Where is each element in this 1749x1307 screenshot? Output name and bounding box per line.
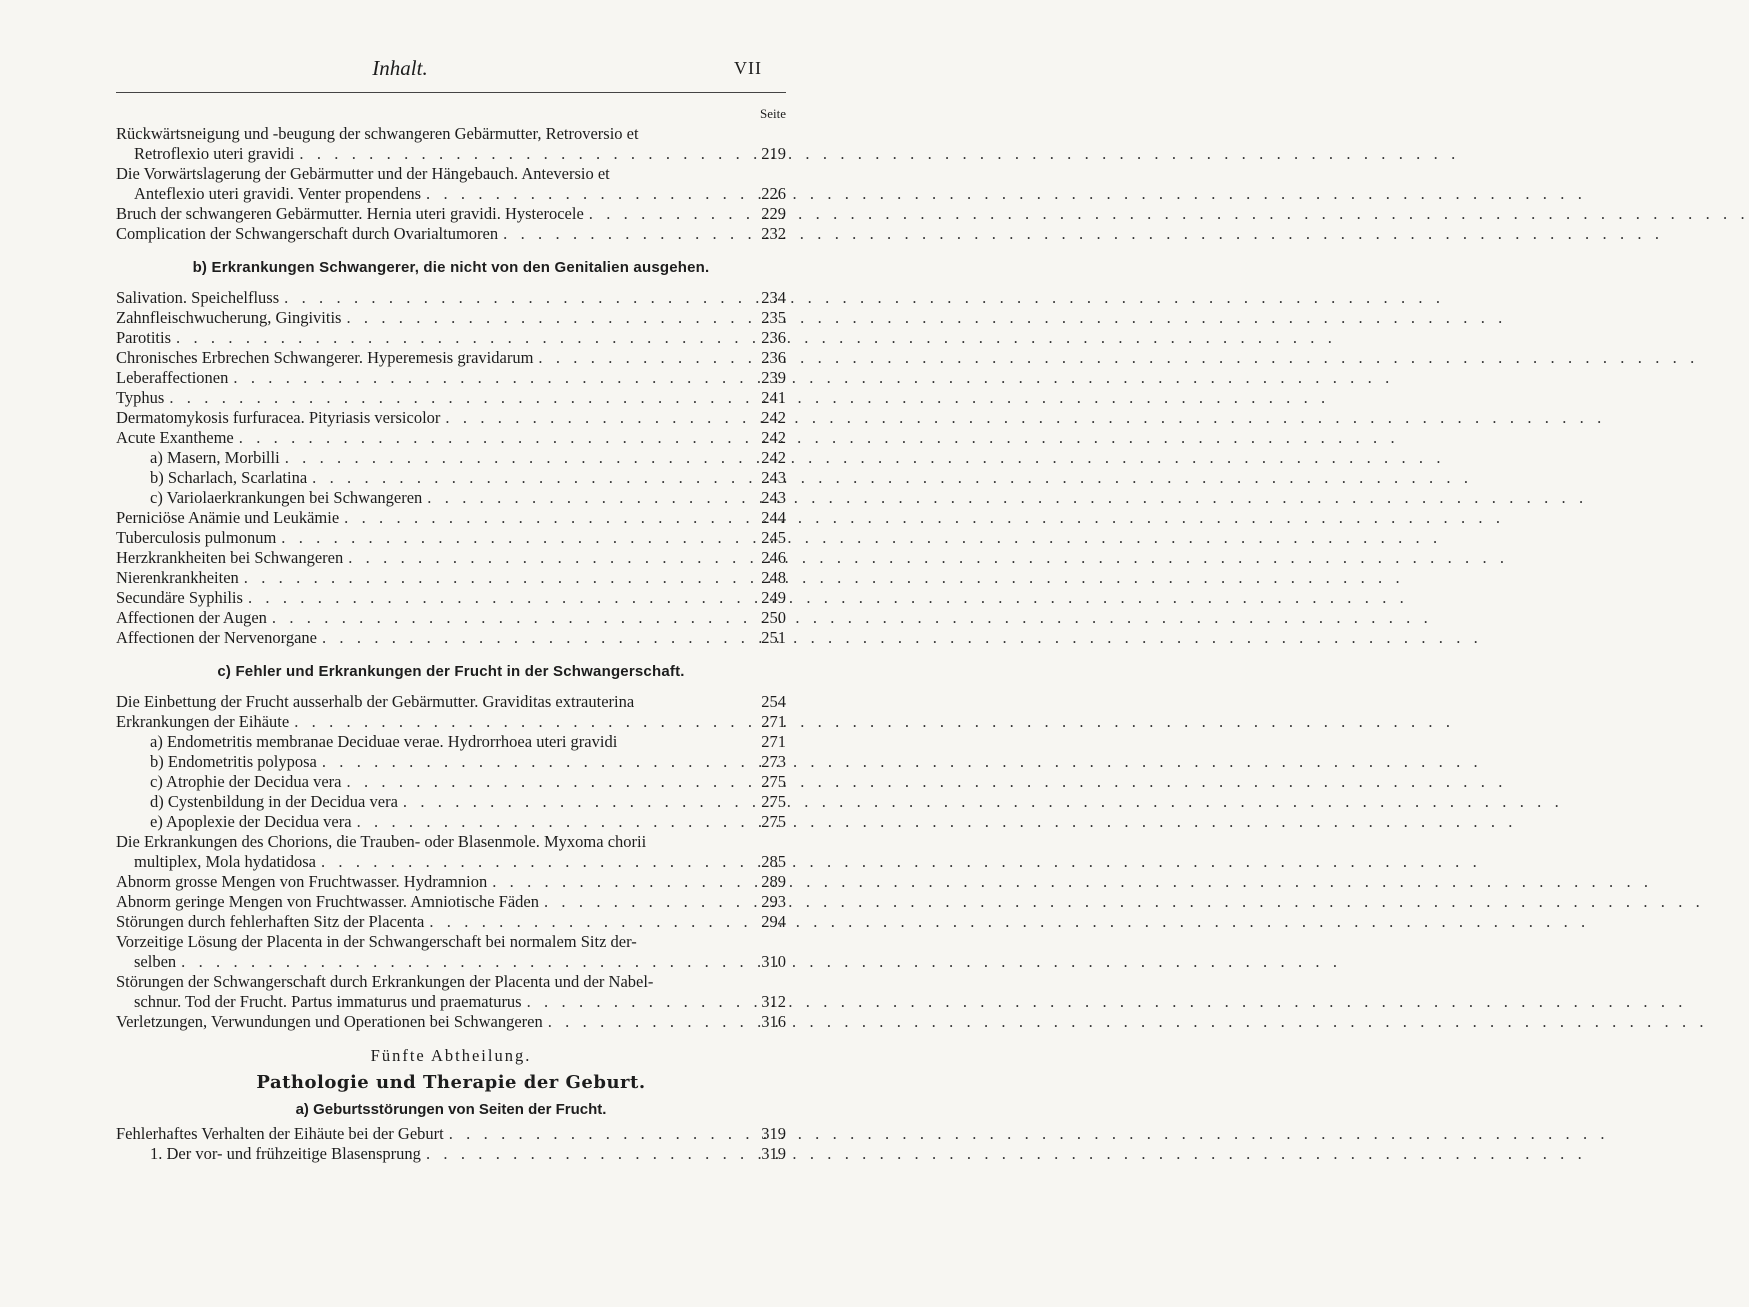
entry-page: 271 xyxy=(761,732,786,751)
entry-title: Herzkrankheiten bei Schwangeren xyxy=(116,548,344,567)
toc-entry-line: Störungen der Schwangerschaft durch Erkrankungen der Placenta und der Nabel- xyxy=(116,972,654,991)
dot-leader xyxy=(239,568,752,588)
entry-title: e) Apoplexie der Decidua vera xyxy=(150,812,352,831)
entry-title: Störungen durch fehlerhaften Sitz der Placenta xyxy=(116,912,425,931)
entry-page: 232 xyxy=(761,224,786,243)
dot-leader xyxy=(289,712,752,732)
toc-entry xyxy=(116,428,786,448)
toc-entry xyxy=(116,348,786,368)
toc-entry xyxy=(116,528,786,548)
part-title: Pathologie und Therapie der Geburt. xyxy=(256,1072,646,1093)
dot-leader xyxy=(498,224,752,244)
toc-entry xyxy=(116,692,786,712)
entry-title: Dermatomykosis furfuracea. Pityriasis versicolor xyxy=(116,408,441,427)
entry-page: 236 xyxy=(761,328,786,347)
entry-page: 310 xyxy=(761,952,786,971)
entry-title: Anteflexio uteri gravidi. Venter propendens xyxy=(134,184,421,203)
entry-page: 271 xyxy=(761,712,786,731)
dot-leader xyxy=(422,488,752,508)
entry-title: Complication der Schwangerschaft durch Ovarialtumoren xyxy=(116,224,499,243)
toc-entry xyxy=(116,144,786,164)
entry-page: 242 xyxy=(761,408,786,427)
entry-title: Zahnfleischwucherung, Gingivitis xyxy=(116,308,342,327)
entry-title: 1. Der vor- und frühzeitige Blasensprung xyxy=(150,1144,421,1163)
entry-title: c) Atrophie der Decidua vera xyxy=(150,772,342,791)
entry-title: Die Einbettung der Frucht ausserhalb der Gebärmutter. Graviditas extrauterina xyxy=(116,692,635,711)
toc-entry xyxy=(116,548,786,568)
entry-page: 244 xyxy=(761,508,786,527)
entry-title: selben xyxy=(134,952,177,971)
dot-leader xyxy=(533,348,752,368)
toc-entry xyxy=(116,224,786,244)
entry-page: 312 xyxy=(761,992,786,1011)
dot-leader xyxy=(522,992,752,1012)
entry-page: 234 xyxy=(761,288,786,307)
toc-entry-line: Rückwärtsneigung und -beugung der schwangeren Gebärmutter, Retroversio et xyxy=(116,124,639,143)
entry-title: a) Masern, Morbilli xyxy=(150,448,280,467)
dot-leader xyxy=(339,508,752,528)
section-heading: b) Erkrankungen Schwangerer, die nicht von den Genitalien ausgehen. xyxy=(192,259,710,276)
entry-page: 251 xyxy=(761,628,786,647)
toc-entry xyxy=(116,608,786,628)
entry-page: 236 xyxy=(761,348,786,367)
entry-title: b) Scharlach, Scarlatina xyxy=(150,468,308,487)
section-heading: c) Fehler und Erkrankungen der Frucht in der Schwangerschaft. xyxy=(217,663,685,680)
entry-page: 242 xyxy=(761,428,786,447)
toc-entry xyxy=(116,184,786,204)
entry-page: 235 xyxy=(761,308,786,327)
entry-title: Abnorm geringe Mengen von Fruchtwasser. Amniotische Fäden xyxy=(116,892,539,911)
entry-page: 273 xyxy=(761,752,786,771)
dot-leader xyxy=(294,144,752,164)
entry-page: 316 xyxy=(761,1012,786,1031)
toc-entry xyxy=(116,792,786,812)
toc-entry xyxy=(116,628,786,648)
entry-title: multiplex, Mola hydatidosa xyxy=(134,852,316,871)
entry-title: Bruch der schwangeren Gebärmutter. Hernia uteri gravidi. Hysterocele xyxy=(116,204,584,223)
part-label: Fünfte Abtheilung. xyxy=(370,1046,532,1065)
dot-leader xyxy=(352,812,752,832)
dot-leader xyxy=(444,1124,752,1144)
entry-page: 219 xyxy=(761,144,786,163)
entry-title: Acute Exantheme xyxy=(116,428,234,447)
toc-entry xyxy=(116,1124,786,1144)
dot-leader xyxy=(341,308,752,328)
entry-page: 250 xyxy=(761,608,786,627)
toc-entry xyxy=(116,892,786,912)
toc-entry xyxy=(116,712,786,732)
toc-entry xyxy=(116,812,786,832)
dot-leader xyxy=(243,588,752,608)
entry-page: 243 xyxy=(761,468,786,487)
dot-leader xyxy=(316,852,752,872)
dot-leader xyxy=(228,368,752,388)
toc-entry xyxy=(116,952,786,972)
dot-leader xyxy=(307,468,752,488)
entry-page: 275 xyxy=(761,772,786,791)
toc-entry xyxy=(116,752,786,772)
entry-title: Abnorm grosse Mengen von Fruchtwasser. Hydramnion xyxy=(116,872,488,891)
table-of-contents xyxy=(116,106,786,1164)
entry-title: Tuberculosis pulmonum xyxy=(116,528,277,547)
dot-leader xyxy=(234,428,752,448)
dot-leader xyxy=(176,952,752,972)
entry-page: 243 xyxy=(761,488,786,507)
entry-page: 293 xyxy=(761,892,786,911)
entry-title: Secundäre Syphilis xyxy=(116,588,243,607)
toc-entry-line: Vorzeitige Lösung der Placenta in der Schwangerschaft bei normalem Sitz der- xyxy=(116,932,637,951)
toc-entry xyxy=(116,588,786,608)
toc-entry xyxy=(116,852,786,872)
dot-leader xyxy=(584,204,752,224)
dot-leader xyxy=(164,388,752,408)
entry-page: 285 xyxy=(761,852,786,871)
entry-title: Retroflexio uteri gravidi xyxy=(134,144,295,163)
entry-title: Affectionen der Augen xyxy=(116,608,267,627)
entry-page: 289 xyxy=(761,872,786,891)
dot-leader xyxy=(317,752,752,772)
entry-title: Nierenkrankheiten xyxy=(116,568,239,587)
entry-page: 319 xyxy=(761,1144,786,1163)
entry-title: Affectionen der Nervenorgane xyxy=(116,628,317,647)
toc-entry xyxy=(116,732,786,752)
toc-entry xyxy=(116,368,786,388)
dot-leader xyxy=(276,528,752,548)
section-heading: a) Geburtsstörungen von Seiten der Frucht. xyxy=(295,1101,607,1118)
entry-title: Verletzungen, Verwundungen und Operationen bei Schwangeren xyxy=(116,1012,543,1031)
running-header xyxy=(0,56,800,86)
dot-leader xyxy=(317,628,752,648)
entry-page: 246 xyxy=(761,548,786,567)
dot-leader xyxy=(280,448,752,468)
toc-entry xyxy=(116,1012,786,1032)
entry-page: 254 xyxy=(761,692,786,711)
dot-leader xyxy=(543,1012,752,1032)
entry-title: d) Cystenbildung in der Decidua vera xyxy=(150,792,398,811)
toc-entry xyxy=(116,468,786,488)
toc-entry xyxy=(116,508,786,528)
entry-title: Chronisches Erbrechen Schwangerer. Hyperemesis gravidarum xyxy=(116,348,534,367)
toc-entry xyxy=(116,288,786,308)
dot-leader xyxy=(343,548,752,568)
toc-entry xyxy=(116,912,786,932)
dot-leader xyxy=(267,608,752,628)
toc-entry xyxy=(116,448,786,468)
dot-leader xyxy=(279,288,752,308)
toc-entry xyxy=(116,204,786,224)
book-page xyxy=(0,0,800,1307)
entry-title: Salivation. Speichelfluss xyxy=(116,288,280,307)
entry-page: 275 xyxy=(761,812,786,831)
entry-page: 294 xyxy=(761,912,786,931)
toc-entry xyxy=(116,488,786,508)
entry-page: 242 xyxy=(761,448,786,467)
entry-page: 229 xyxy=(761,204,786,223)
toc-entry xyxy=(116,308,786,328)
entry-title: Typhus xyxy=(116,388,165,407)
toc-entry xyxy=(116,328,786,348)
entry-page: 226 xyxy=(761,184,786,203)
entry-page: 275 xyxy=(761,792,786,811)
entry-title: Erkrankungen der Eihäute xyxy=(116,712,290,731)
entry-page: 248 xyxy=(761,568,786,587)
entry-page: 245 xyxy=(761,528,786,547)
entry-title: Fehlerhaftes Verhalten der Eihäute bei der Geburt xyxy=(116,1124,444,1143)
entry-page: 319 xyxy=(761,1124,786,1143)
dot-leader xyxy=(342,772,753,792)
entry-title: Perniciöse Anämie und Leukämie xyxy=(116,508,340,527)
page-number: VII xyxy=(734,58,762,78)
entry-title: a) Endometritis membranae Deciduae verae. Hydrorrhoea uteri gravidi xyxy=(150,732,618,751)
entry-title: Parotitis xyxy=(116,328,172,347)
seite-label: Seite xyxy=(760,106,786,121)
toc-entry-line: Die Vorwärtslagerung der Gebärmutter und der Hängebauch. Anteversio et xyxy=(116,164,610,183)
entry-title: schnur. Tod der Frucht. Partus immaturus und praematurus xyxy=(134,992,522,1011)
toc-entry xyxy=(116,568,786,588)
header-rule xyxy=(116,92,786,93)
dot-leader xyxy=(539,892,752,912)
toc-entry xyxy=(116,388,786,408)
entry-page: 241 xyxy=(761,388,786,407)
entry-page: 249 xyxy=(761,588,786,607)
dot-leader xyxy=(421,1144,752,1164)
toc-entry xyxy=(116,408,786,428)
dot-leader xyxy=(421,184,752,204)
toc-entry xyxy=(116,1144,786,1164)
dot-leader xyxy=(171,328,752,348)
entry-page: 239 xyxy=(761,368,786,387)
dot-leader xyxy=(398,792,752,812)
dot-leader xyxy=(424,912,752,932)
dot-leader xyxy=(487,872,752,892)
entry-title: Leberaffectionen xyxy=(116,368,229,387)
entry-title: b) Endometritis polyposa xyxy=(150,752,317,771)
toc-entry xyxy=(116,872,786,892)
dot-leader xyxy=(440,408,752,428)
running-title: Inhalt. xyxy=(372,56,428,80)
entry-title: c) Variolaerkrankungen bei Schwangeren xyxy=(150,488,423,507)
toc-entry xyxy=(116,772,786,792)
toc-entry-line: Die Erkrankungen des Chorions, die Trauben- oder Blasenmole. Myxoma chorii xyxy=(116,832,647,851)
toc-entry xyxy=(116,992,786,1012)
